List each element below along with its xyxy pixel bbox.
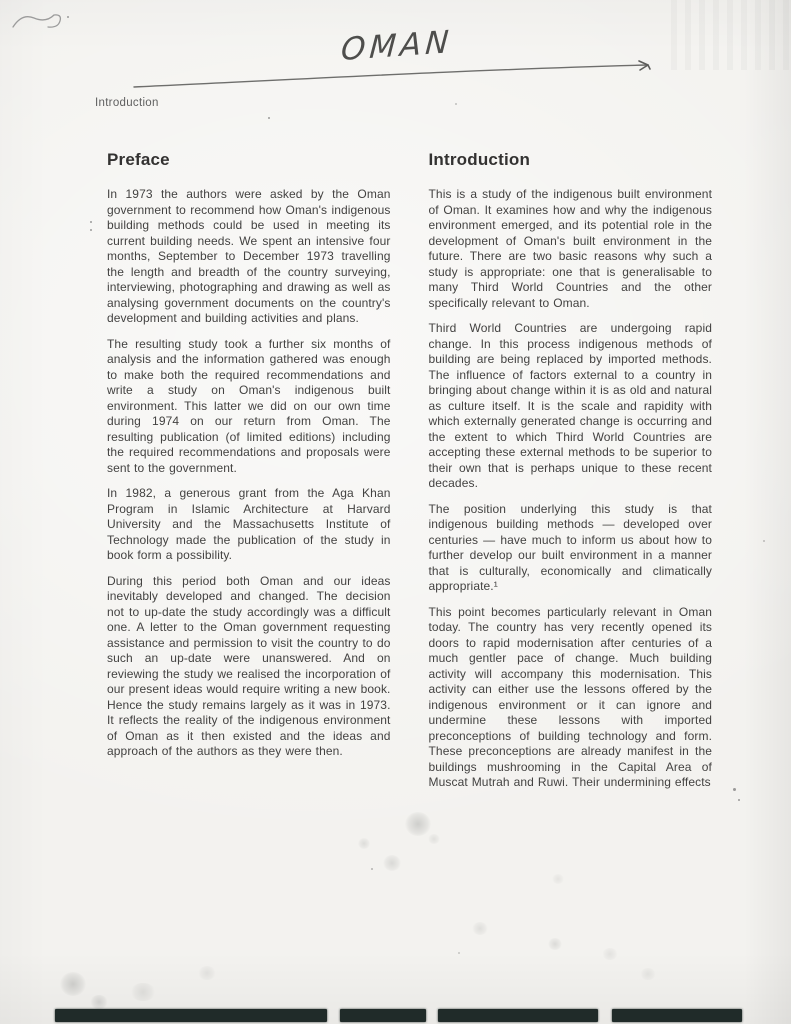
scan-edge-bar: [340, 1009, 426, 1022]
scan-smudge: [90, 995, 108, 1009]
ink-speck: [371, 868, 373, 870]
scan-smudge: [198, 966, 216, 980]
ink-speck: [90, 229, 92, 231]
scan-smudge: [602, 948, 618, 960]
scan-smudge: [383, 855, 401, 871]
introduction-paragraph: Third World Countries are undergoing rapid change. In this process indigenous methods of building are being replaced by imported methods. The influence of factors external to a country in bringing about change within it is as old and natural as culture itself. It is the scale and rapidity with which externally generated change is occurring and the extent to which Third World Countries are accepting these external methods to be superior to their own that is perhaps unique to these recent decades.: [428, 321, 712, 490]
ink-speck: [733, 788, 736, 791]
scan-smudge: [60, 972, 86, 996]
handwritten-title: OMAN: [339, 23, 454, 69]
ink-speck: [455, 103, 457, 105]
introduction-column: [429, 150, 713, 801]
pencil-scribble: [10, 5, 82, 43]
scan-smudge: [548, 938, 562, 950]
scan-smudge: [472, 922, 488, 935]
preface-paragraph: During this period both Oman and our ideas inevitably developed and changed. The decision not to up-date the study accordingly was a difficult one. A letter to the Oman government requesting assistance and permission to visit the country to do such an up-date were unanswered. And on reviewing the study we realised the incorporation of our present ideas would require writing a new book. Hence the study remains largely as it was in 1973. It reflects the reality of the indigenous environment of Oman as it then existed and the ideas and approach of the authors as they were then.: [107, 573, 391, 758]
running-header: Introduction: [95, 97, 159, 109]
introduction-paragraph: This is a study of the indigenous built environment of Oman. It examines how and why the indigenous environment emerged, and its potential role in the development of Oman's built environment in the future. There are two basic reasons why such a study is appropriate: one that is generalisable to many Third World Countries and the other specifically relevant to Oman.: [428, 187, 712, 310]
scan-edge-bar: [438, 1009, 598, 1022]
ink-speck: [763, 540, 765, 542]
preface-heading: Preface: [107, 150, 170, 169]
scan-edge-bar: [612, 1009, 742, 1022]
scan-streaks: [671, 0, 791, 70]
preface-paragraph: The resulting study took a further six months of analysis and the information gathered was enough to make both the required recommendations and write a study on Oman's indigenous built environment. This latter we did on our own time during 1974 on our return from Oman. The resulting publication (of limited editions) including the required recommendations and proposals were sent to the government.: [107, 336, 391, 475]
introduction-heading: Introduction: [428, 150, 531, 169]
ink-speck: [90, 221, 92, 223]
ink-speck: [268, 117, 270, 119]
scan-smudge: [358, 838, 370, 849]
scan-smudge: [428, 834, 440, 844]
ink-speck: [458, 952, 460, 954]
preface-paragraph: In 1982, a generous grant from the Aga Khan Program in Islamic Architecture at Harvard University and the Massachusetts Institute of Technology made the publication of the study in book form a possibility.: [107, 486, 391, 562]
underline-arrow: [128, 56, 676, 92]
page-body: [107, 150, 712, 801]
scan-edge-bar: [55, 1009, 327, 1022]
preface-paragraph: In 1973 the authors were asked by the Oman government to recommend how Oman's indigenous building methods could be used in meeting its current building needs. We spent an intensive four months, September to December 1973 travelling the length and breadth of the country surveying, interviewing, photographing and drawing as well as analysing government documents on the country's development and building activities and plans.: [107, 187, 391, 325]
scan-smudge: [130, 983, 156, 1001]
introduction-paragraph: This point becomes particularly relevant in Oman today. The country has very recently opened its doors to rapid modernisation after centuries of a much gentler pace of change. Much building activity will accompany this modernisation. This activity can either use the lessons offered by the indigenous environment or it can ignore and undermine these lessons with imported preconceptions of building technology and form. These preconceptions are already manifest in the buildings mushrooming in the Capital Area of Muscat Mutrah and Ruwi. Their undermining effects: [428, 604, 712, 789]
introduction-paragraph: The position underlying this study is that indigenous building methods — developed over centuries — have much to inform us about how to further develop our built environment in a manner that is culturally, economically and climatically appropriate.¹: [428, 501, 712, 593]
scan-smudge: [640, 968, 656, 980]
scan-smudge: [552, 874, 564, 884]
ink-speck: [738, 799, 740, 801]
preface-column: [107, 150, 391, 801]
scan-smudge: [405, 812, 431, 836]
